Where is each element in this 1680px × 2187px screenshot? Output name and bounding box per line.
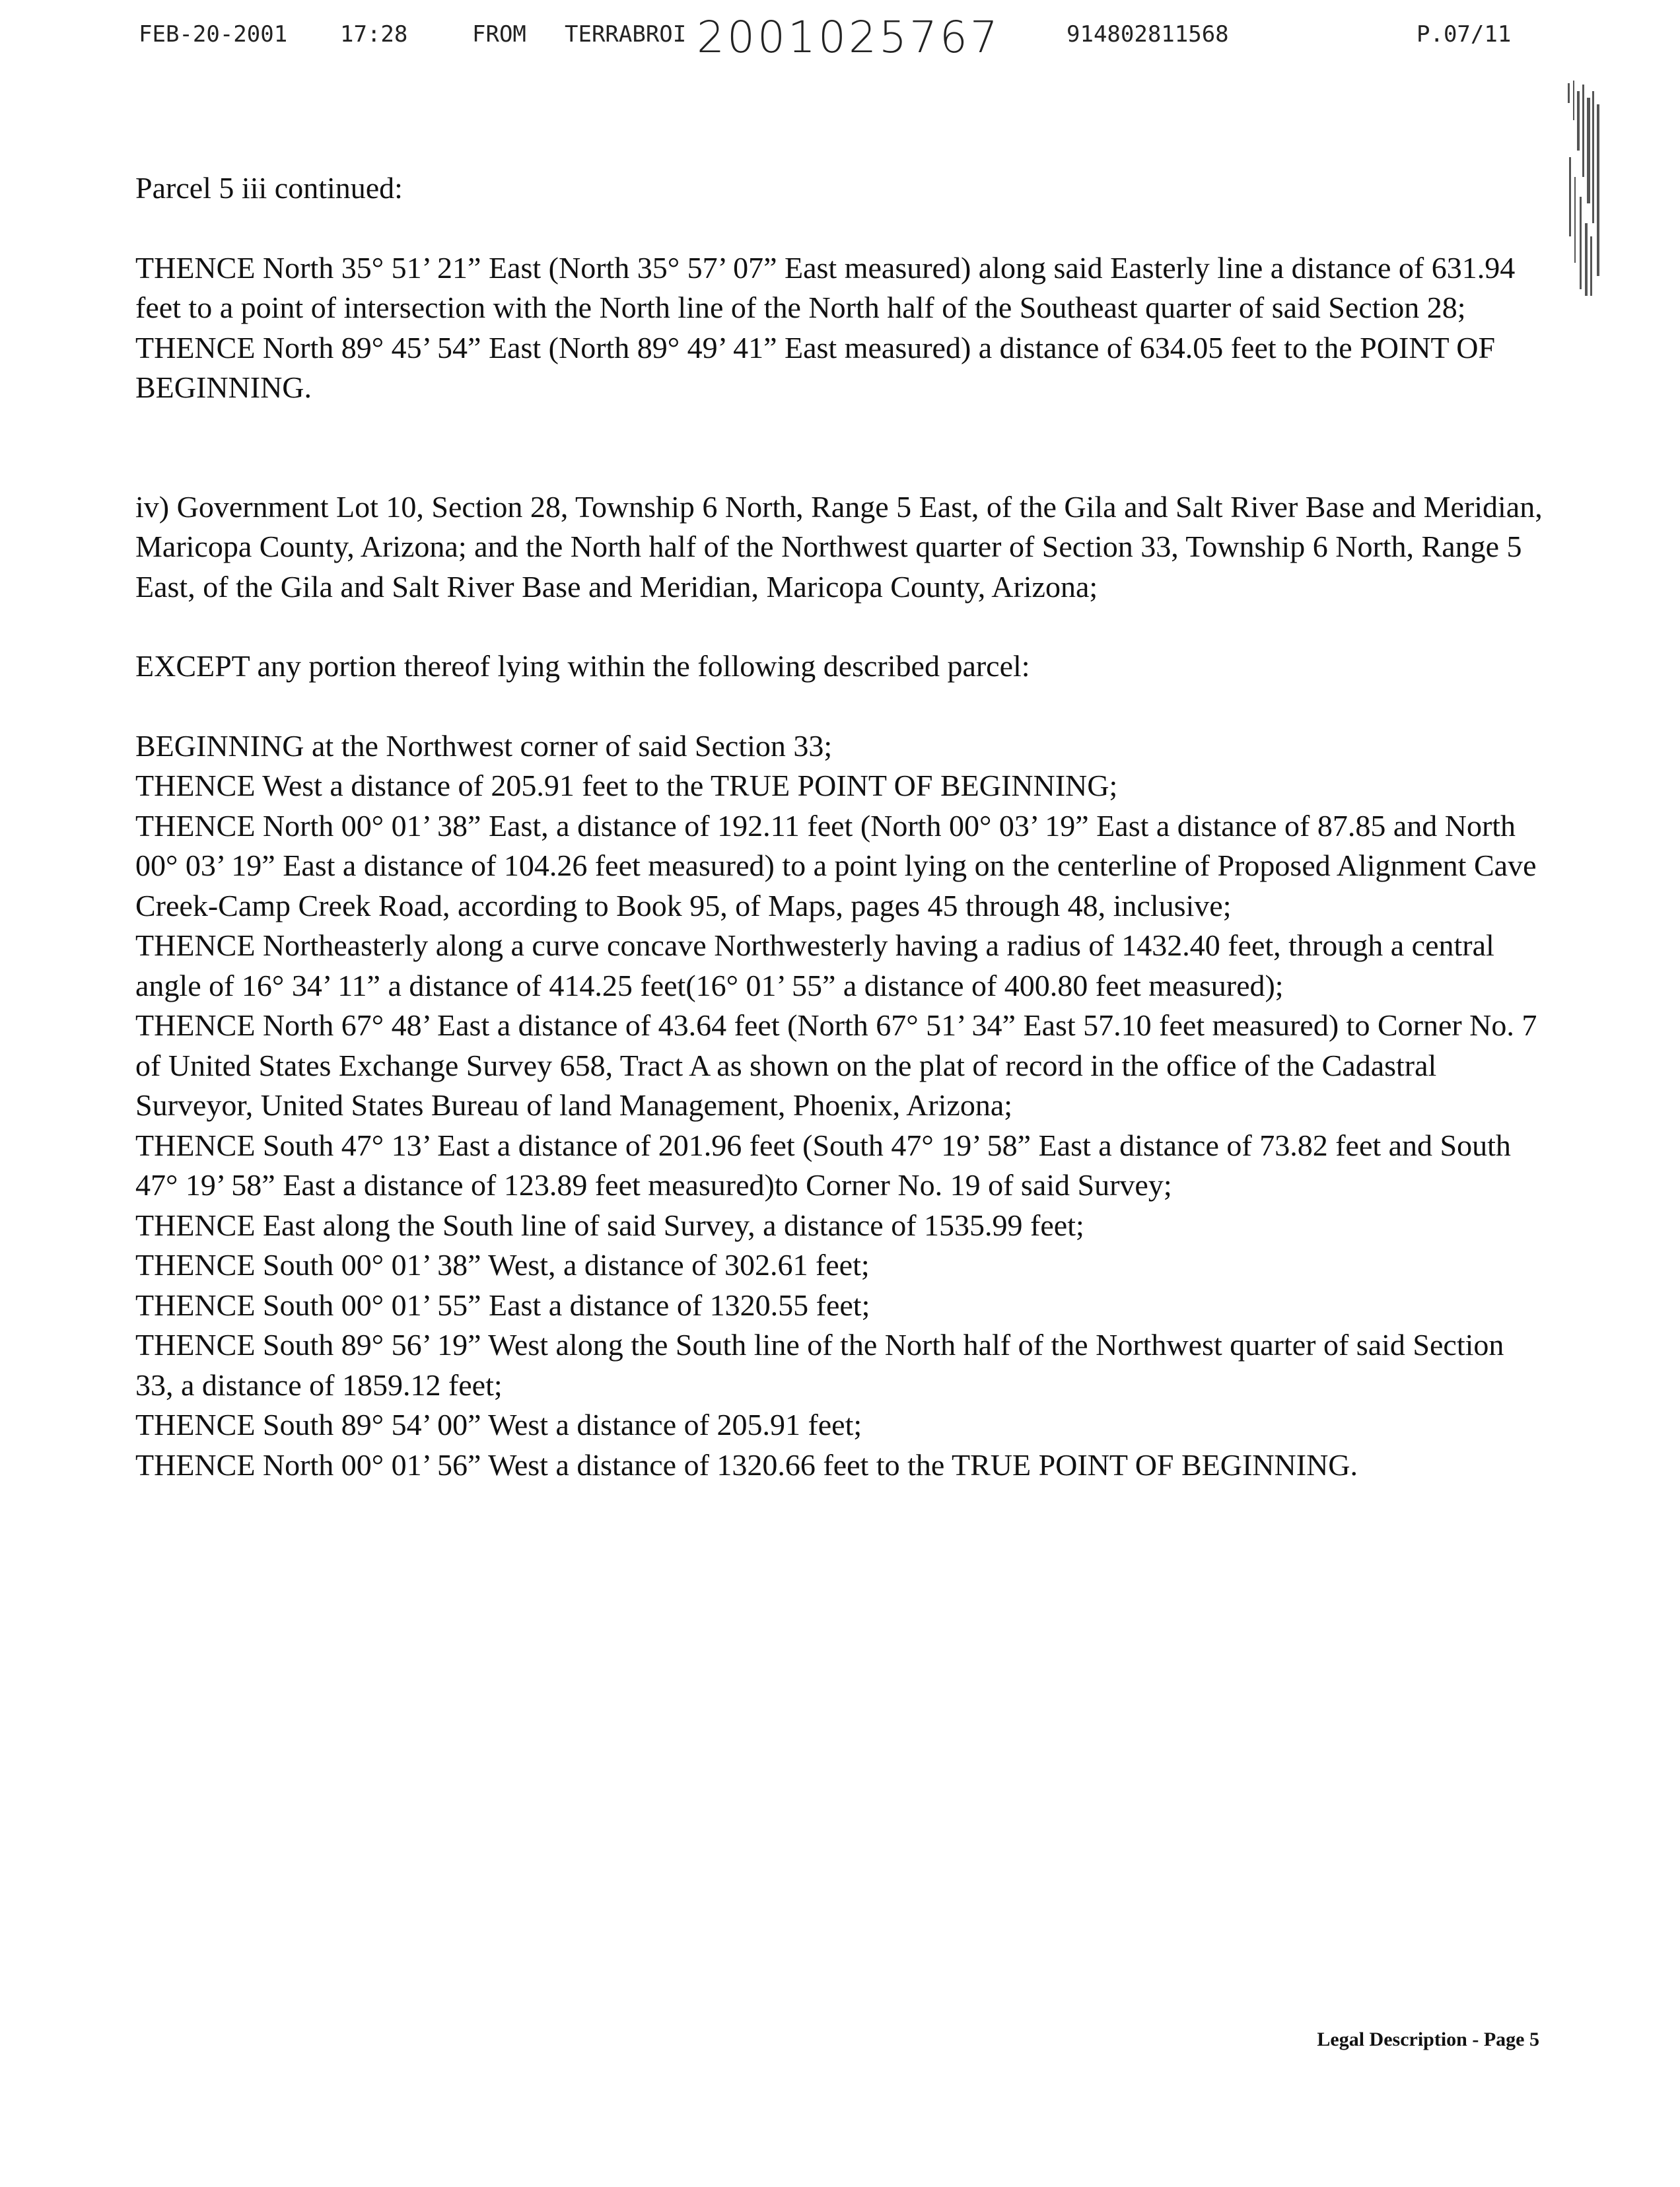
call-8: THENCE South 00° 01’ 38” West, a distance of 302.61 feet; xyxy=(135,1248,870,1282)
call-12: THENCE North 00° 01’ 56” West a distance of 1320.66 feet to the TRUE POINT OF BEGINNING. xyxy=(135,1447,1358,1482)
call-5: THENCE North 67° 48’ East a distance of 43.64 feet (North 67° 51’ 34” East 57.10 feet measured) to Corner No. 7 of United States Exchange Survey 658, Tract A as shown on the plat of record in the office of the Cadastral Surveyor, United States Bureau of land Management, Phoenix, Arizona; xyxy=(135,1008,1537,1122)
section-heading: Parcel 5 iii continued: xyxy=(135,171,403,205)
fax-page-number: P.07/11 xyxy=(1417,21,1512,48)
fax-from-label: FROM xyxy=(472,21,526,48)
recording-number: 2001025767 xyxy=(697,12,1000,63)
call-3: THENCE North 00° 01’ 38” East, a distance of 192.11 feet (North 00° 03’ 19” East a distance of 87.85 and North 00° 03’ 19” East a distance of 104.26 feet measured) to a point lying on the centerline of Proposed Alignment Cave Creek-Camp Creek Road, according to Book 95, of Maps, pages 45 through 48, inclusive; xyxy=(135,808,1537,922)
call-10: THENCE South 89° 56’ 19” West along the South line of the North half of the Northwest quarter of said Section 33, a distance of 1859.12 feet; xyxy=(135,1328,1504,1402)
fax-header xyxy=(139,12,1532,63)
recorder-stamp-graphic xyxy=(1565,78,1603,302)
page-footer: Legal Description - Page 5 xyxy=(1317,2029,1539,2050)
fax-date: FEB-20-2001 xyxy=(139,21,288,48)
paragraph-1-line-2: THENCE North 89° 45’ 54” East (North 89° 49’ 41” East measured) a distance of 634.05 feet to the POINT OF BEGINNING. xyxy=(135,330,1496,404)
fax-time: 17:28 xyxy=(340,21,408,48)
fax-sender: TERRABROI xyxy=(565,21,687,48)
legal-description-body xyxy=(135,168,1545,1485)
call-7: THENCE East along the South line of said Survey, a distance of 1535.99 feet; xyxy=(135,1208,1084,1242)
call-2: THENCE West a distance of 205.91 feet to the TRUE POINT OF BEGINNING; xyxy=(135,769,1118,802)
paragraph-2: iv) Government Lot 10, Section 28, Township 6 North, Range 5 East, of the Gila and Salt River Base and Meridian, Maricopa County, Arizona; and the North half of the Northwest quarter of Section 33, Township 6 North, Range 5 East, of the Gila and Salt River Base and Meridian, Maricopa County, Arizona; xyxy=(135,489,1543,604)
fax-phone: 914802811568 xyxy=(1067,21,1229,48)
call-4: THENCE Northeasterly along a curve concave Northwesterly having a radius of 1432.40 feet, through a central angle of 16° 34’ 11” a distance of 414.25 feet(16° 01’ 55” a distance of 400.80 feet measured); xyxy=(135,928,1494,1002)
paragraph-1-line-1: THENCE North 35° 51’ 21” East (North 35° 57’ 07” East measured) along said Easterly line a distance of 631.94 feet to a point of intersection with the North line of the North half of the Southeast quarter of said Section 28; xyxy=(135,250,1516,324)
call-1: BEGINNING at the Northwest corner of said Section 33; xyxy=(135,728,833,763)
call-9: THENCE South 00° 01’ 55” East a distance of 1320.55 feet; xyxy=(135,1288,870,1322)
call-6: THENCE South 47° 13’ East a distance of 201.96 feet (South 47° 19’ 58” East a distance of 73.82 feet and South 47° 19’ 58” East a distance of 123.89 feet measured)to Corner No. 19 of said Survey; xyxy=(135,1128,1511,1202)
call-11: THENCE South 89° 54’ 00” West a distance of 205.91 feet; xyxy=(135,1408,862,1441)
paragraph-3: EXCEPT any portion thereof lying within the following described parcel: xyxy=(135,649,1030,683)
